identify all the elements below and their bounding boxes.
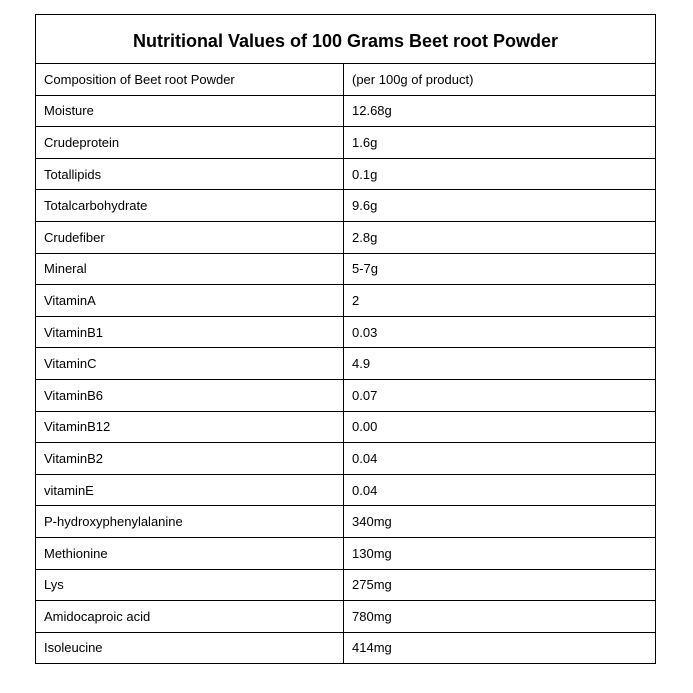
nutrient-name-cell: Isoleucine xyxy=(36,632,344,664)
nutrition-document xyxy=(35,14,655,664)
table-row xyxy=(36,253,656,285)
nutrient-value-cell: 0.03 xyxy=(344,316,656,348)
table-row xyxy=(36,348,656,380)
nutrient-value-cell: 0.04 xyxy=(344,443,656,475)
table-row xyxy=(36,158,656,190)
table-row xyxy=(36,190,656,222)
nutrient-value-cell: 0.04 xyxy=(344,474,656,506)
nutrient-value-cell: 275mg xyxy=(344,569,656,601)
nutrient-value-cell: 2 xyxy=(344,285,656,317)
nutrient-value-cell: 340mg xyxy=(344,506,656,538)
table-row xyxy=(36,285,656,317)
nutrient-value-cell: 130mg xyxy=(344,537,656,569)
table-row xyxy=(36,506,656,538)
nutrient-name-cell: VitaminB12 xyxy=(36,411,344,443)
table-row xyxy=(36,537,656,569)
nutrient-value-cell: 12.68g xyxy=(344,95,656,127)
nutrient-value-cell: 780mg xyxy=(344,601,656,633)
header-row xyxy=(36,64,656,96)
nutrient-name-cell: VitaminA xyxy=(36,285,344,317)
table-row xyxy=(36,569,656,601)
table-row xyxy=(36,316,656,348)
table-row xyxy=(36,127,656,159)
table-row xyxy=(36,221,656,253)
table-row xyxy=(36,601,656,633)
nutrient-value-cell: 1.6g xyxy=(344,127,656,159)
title-row xyxy=(36,15,656,64)
nutrient-name-cell: VitaminB1 xyxy=(36,316,344,348)
table-row xyxy=(36,474,656,506)
header-composition: Composition of Beet root Powder xyxy=(36,64,344,96)
nutrient-name-cell: VitaminC xyxy=(36,348,344,380)
table-row xyxy=(36,443,656,475)
nutrient-name-cell: Lys xyxy=(36,569,344,601)
nutrient-value-cell: 9.6g xyxy=(344,190,656,222)
nutrition-table-body xyxy=(36,15,656,664)
nutrient-name-cell: VitaminB6 xyxy=(36,379,344,411)
nutrient-name-cell: vitaminE xyxy=(36,474,344,506)
nutrient-value-cell: 0.07 xyxy=(344,379,656,411)
nutrient-value-cell: 4.9 xyxy=(344,348,656,380)
table-title: Nutritional Values of 100 Grams Beet root Powder xyxy=(36,15,656,64)
header-amount: (per 100g of product) xyxy=(344,64,656,96)
nutrient-name-cell: Amidocaproic acid xyxy=(36,601,344,633)
nutrient-name-cell: Totallipids xyxy=(36,158,344,190)
nutrient-value-cell: 5-7g xyxy=(344,253,656,285)
table-row xyxy=(36,411,656,443)
nutrient-name-cell: VitaminB2 xyxy=(36,443,344,475)
table-row xyxy=(36,632,656,664)
nutrient-value-cell: 414mg xyxy=(344,632,656,664)
nutrient-name-cell: Crudeprotein xyxy=(36,127,344,159)
table-row xyxy=(36,379,656,411)
nutrient-value-cell: 0.1g xyxy=(344,158,656,190)
nutrient-name-cell: Moisture xyxy=(36,95,344,127)
table-row xyxy=(36,95,656,127)
nutrition-table xyxy=(35,14,656,664)
nutrient-name-cell: P-hydroxyphenylalanine xyxy=(36,506,344,538)
nutrient-name-cell: Methionine xyxy=(36,537,344,569)
nutrient-value-cell: 2.8g xyxy=(344,221,656,253)
nutrient-name-cell: Mineral xyxy=(36,253,344,285)
nutrient-value-cell: 0.00 xyxy=(344,411,656,443)
nutrient-name-cell: Crudefiber xyxy=(36,221,344,253)
nutrient-name-cell: Totalcarbohydrate xyxy=(36,190,344,222)
